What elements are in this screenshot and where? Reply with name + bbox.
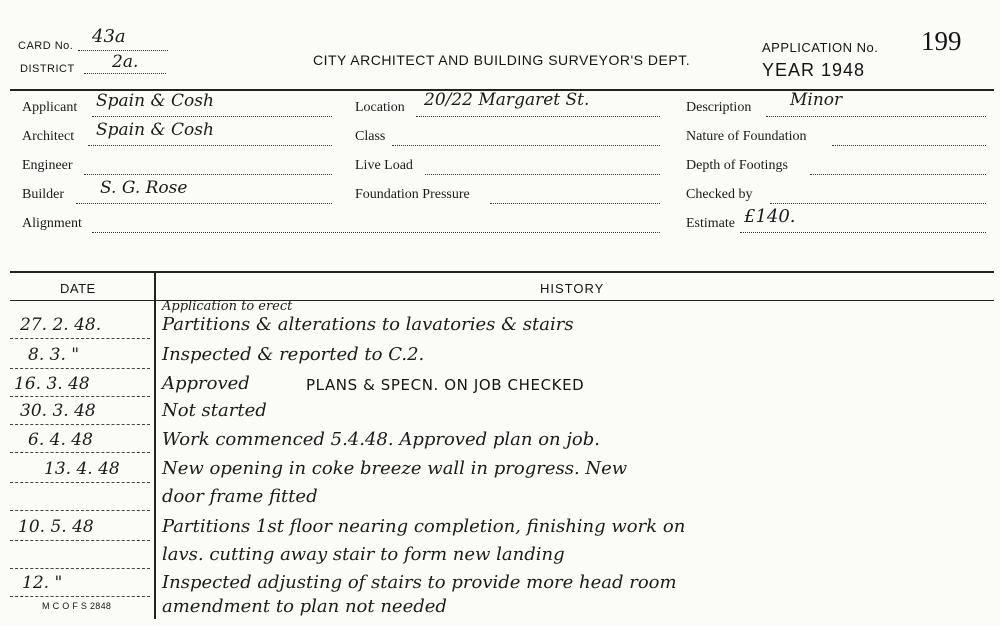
depth-line [810, 174, 986, 175]
foundation-pressure-label: Foundation Pressure [355, 187, 470, 202]
district-value: 2a. [112, 52, 139, 72]
history-preface: Application to erect [162, 299, 293, 314]
table-header-rule [10, 300, 994, 301]
live-load-line [425, 174, 660, 175]
history-entry: New opening in coke breeze wall in progress. New [162, 458, 628, 479]
row-guide [10, 338, 150, 339]
location-value: 20/22 Margaret St. [424, 90, 590, 110]
history-entry: Approved [162, 373, 250, 394]
checked-by-label: Checked by [686, 187, 753, 202]
district-line [84, 73, 166, 74]
class-label: Class [355, 129, 386, 144]
depth-of-footings-label: Depth of Footings [686, 158, 788, 173]
history-date: 27. 2. 48. [20, 315, 102, 335]
architect-value: Spain & Cosh [96, 120, 214, 140]
row-guide [10, 540, 150, 541]
live-load-label: Live Load [355, 158, 413, 173]
history-date: 12. " [22, 573, 63, 593]
district-label: DISTRICT [20, 63, 75, 75]
row-guide [10, 510, 150, 511]
history-entry: Not started [162, 400, 267, 421]
history-date: 30. 3. 48 [20, 401, 96, 421]
card-no-value: 43a [92, 26, 126, 47]
table-top-rule [10, 271, 994, 273]
row-guide [10, 482, 150, 483]
application-number: 199 [921, 26, 962, 56]
history-entry: lavs. cutting away stair to form new landing [162, 544, 565, 565]
location-line [416, 116, 660, 117]
application-label: APPLICATION No. [762, 40, 879, 55]
date-column-divider [154, 271, 156, 619]
class-line [392, 145, 660, 146]
foundation-pressure-line [490, 203, 660, 204]
history-date: 13. 4. 48 [44, 459, 120, 479]
alignment-line [92, 232, 660, 233]
row-guide [10, 452, 150, 453]
description-label: Description [686, 100, 752, 115]
history-entry: Partitions 1st floor nearing completion, finishing work on [162, 516, 686, 537]
history-entry: door frame fitted [162, 486, 318, 507]
card-no-line [78, 50, 168, 51]
location-label: Location [355, 100, 405, 115]
engineer-label: Engineer [22, 158, 73, 173]
row-guide [10, 568, 150, 569]
architect-line [88, 145, 332, 146]
checked-line [770, 203, 986, 204]
history-date: 8. 3. " [28, 345, 80, 365]
year-label: YEAR 1948 [762, 60, 866, 80]
history-date: 10. 5. 48 [18, 517, 94, 537]
row-guide [10, 596, 150, 597]
applicant-line [92, 116, 332, 117]
applicant-value: Spain & Cosh [96, 91, 214, 111]
history-entry: Inspected & reported to C.2. [162, 344, 425, 365]
history-entry: amendment to plan not needed [162, 596, 447, 617]
history-entry: Partitions & alterations to lavatories & stairs [162, 314, 574, 335]
builder-label: Builder [22, 187, 64, 202]
form-code: M C O F S 2848 [42, 601, 112, 611]
history-date: 6. 4. 48 [28, 430, 93, 450]
applicant-label: Applicant [22, 100, 78, 115]
architect-label: Architect [22, 129, 75, 144]
estimate-line [740, 232, 986, 233]
dept-title: CITY ARCHITECT AND BUILDING SURVEYOR'S DEPT. [313, 52, 691, 68]
builder-line [76, 203, 332, 204]
description-line [766, 116, 986, 117]
row-guide [10, 424, 150, 425]
history-column-header: HISTORY [540, 281, 605, 296]
builder-value: S. G. Rose [100, 178, 188, 198]
engineer-line [84, 174, 332, 175]
date-column-header: DATE [60, 281, 96, 296]
alignment-label: Alignment [22, 216, 82, 231]
history-date: 16. 3. 48 [14, 374, 90, 394]
estimate-label: Estimate [686, 216, 735, 231]
nature-of-foundation-label: Nature of Foundation [686, 129, 807, 144]
row-guide [10, 396, 150, 397]
description-value: Minor [790, 90, 843, 110]
checked-stamp: PLANS & SPECN. ON JOB CHECKED [306, 376, 585, 394]
estimate-value: £140. [744, 206, 796, 227]
history-entry: Work commenced 5.4.48. Approved plan on job. [162, 429, 601, 450]
history-entry: Inspected adjusting of stairs to provide more head room [162, 572, 677, 593]
row-guide [10, 368, 150, 369]
card-no-label: CARD No. [18, 40, 74, 52]
nature-line [832, 145, 986, 146]
